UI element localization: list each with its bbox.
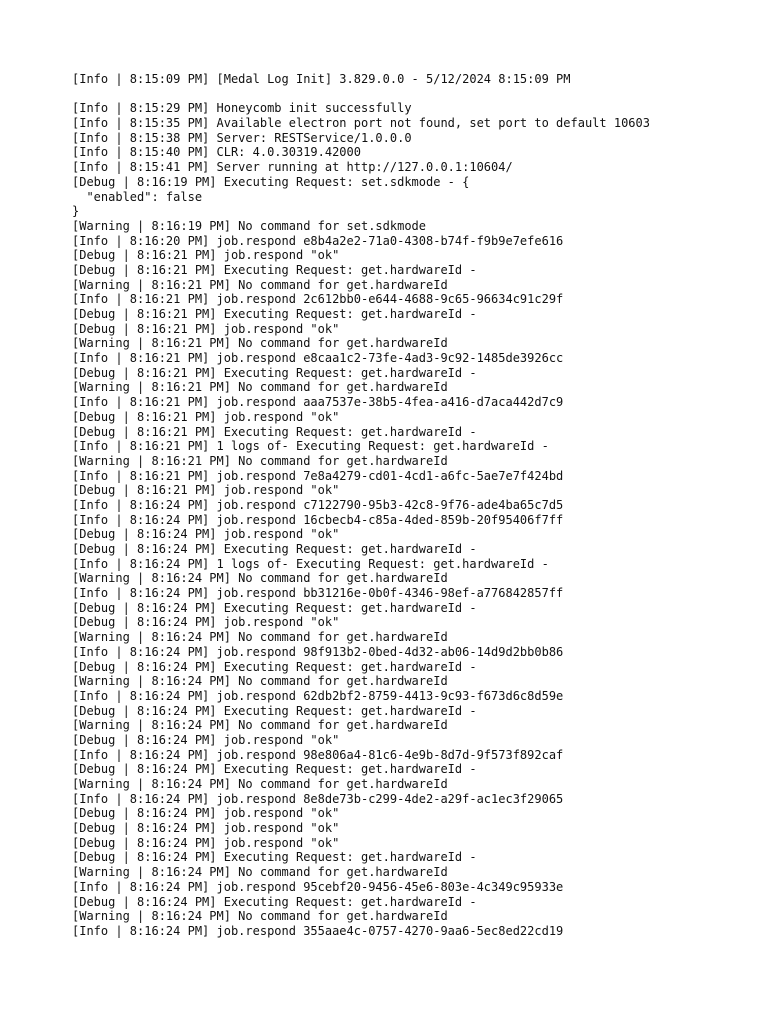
log-line: [Info | 8:15:40 PM] CLR: 4.0.30319.42000 [72,145,361,160]
log-line: [Warning | 8:16:21 PM] No command for get.hardwareId [72,336,448,351]
blank-line [72,87,752,102]
log-line: [Info | 8:16:24 PM] job.respond bb31216e-0b0f-4346-98ef-a776842857ff [72,586,564,601]
log-line: [Debug | 8:16:21 PM] Executing Request: get.hardwareId - [72,424,477,439]
log-line: } [72,204,80,219]
log-line: [Info | 8:16:24 PM] job.respond c7122790-95b3-42c8-9f76-ade4ba65c7d5 [72,497,564,512]
log-line: [Debug | 8:16:24 PM] job.respond "ok" [72,821,340,836]
log-line: [Debug | 8:16:24 PM] Executing Request: get.hardwareId - [72,762,477,777]
log-line: [Info | 8:16:21 PM] job.respond e8caa1c2-73fe-4ad3-9c92-1485de3926cc [72,351,564,366]
log-line: [Info | 8:16:24 PM] job.respond 62db2bf2-8759-4413-9c93-f673d6c8d59e [72,688,564,703]
log-line: [Info | 8:16:24 PM] job.respond 95cebf20-9456-45e6-803e-4c349c95933e [72,879,564,894]
log-line: [Debug | 8:16:24 PM] Executing Request: get.hardwareId - [72,659,477,674]
log-line: "enabled": false [72,189,203,204]
log-line: [Debug | 8:16:19 PM] Executing Request: set.sdkmode - { [72,174,470,189]
log-line: [Info | 8:16:24 PM] job.respond 98f913b2-0bed-4d32-ab06-14d9d2bb0b86 [72,644,564,659]
log-line: [Debug | 8:16:24 PM] Executing Request: get.hardwareId - [72,600,477,615]
log-line: [Debug | 8:16:21 PM] job.respond "ok" [72,409,340,424]
log-document [72,72,752,939]
log-line: [Warning | 8:16:24 PM] No command for get.hardwareId [72,718,448,733]
log-line: [Info | 8:16:21 PM] job.respond aaa7537e-38b5-4fea-a416-d7aca442d7c9 [72,395,564,410]
log-line: [Info | 8:16:24 PM] job.respond 355aae4c-0757-4270-9aa6-5ec8ed22cd19 [72,923,564,938]
log-line: [Info | 8:16:24 PM] job.respond 8e8de73b-c299-4de2-a29f-ac1ec3f29065 [72,791,564,806]
log-line: [Debug | 8:16:24 PM] job.respond "ok" [72,615,340,630]
log-line: [Info | 8:16:20 PM] job.respond e8b4a2e2-71a0-4308-b74f-f9b9e7efe616 [72,233,564,248]
log-line: [Info | 8:16:24 PM] job.respond 98e806a4-81c6-4e9b-8d7d-9f573f892caf [72,747,564,762]
log-line: [Debug | 8:16:24 PM] job.respond "ok" [72,806,340,821]
log-line: [Debug | 8:16:24 PM] Executing Request: get.hardwareId - [72,850,477,865]
log-line: [Debug | 8:16:24 PM] job.respond "ok" [72,732,340,747]
log-line: [Info | 8:16:24 PM] job.respond 16cbecb4-c85a-4ded-859b-20f95406f7ff [72,512,564,527]
log-line: [Info | 8:16:21 PM] job.respond 2c612bb0-e644-4688-9c65-96634c91c29f [72,292,564,307]
log-line: [Info | 8:16:21 PM] 1 logs of- Executing Request: get.hardwareId - [72,439,549,454]
log-line: [Debug | 8:16:24 PM] Executing Request: get.hardwareId - [72,894,477,909]
log-line: [Debug | 8:16:24 PM] job.respond "ok" [72,527,340,542]
log-line: [Debug | 8:16:24 PM] job.respond "ok" [72,835,340,850]
log-line: [Warning | 8:16:24 PM] No command for get.hardwareId [72,777,448,791]
log-line: [Info | 8:15:35 PM] Available electron port not found, set port to default 10603 [72,116,650,131]
log-line: [Info | 8:15:41 PM] Server running at http://127.0.0.1:10604/ [72,160,513,175]
log-line: [Debug | 8:16:21 PM] job.respond "ok" [72,483,340,498]
log-line: [Warning | 8:16:21 PM] No command for get.hardwareId [72,380,448,395]
log-line: [Debug | 8:16:21 PM] job.respond "ok" [72,248,340,263]
log-line: [Warning | 8:16:24 PM] No command for get.hardwareId [72,571,448,586]
log-line: [Debug | 8:16:21 PM] job.respond "ok" [72,321,340,336]
log-line: [Info | 8:15:29 PM] Honeycomb init successfully [72,101,412,116]
log-init-line: [Info | 8:15:09 PM] [Medal Log Init] 3.829.0.0 - 5/12/2024 8:15:09 PM [72,72,571,86]
log-line: [Warning | 8:16:24 PM] No command for get.hardwareId [72,865,448,880]
log-line: [Info | 8:16:24 PM] 1 logs of- Executing Request: get.hardwareId - [72,556,549,571]
log-line: [Debug | 8:16:21 PM] Executing Request: get.hardwareId - [72,365,477,380]
log-line: [Debug | 8:16:24 PM] Executing Request: get.hardwareId - [72,542,477,556]
log-line: [Warning | 8:16:21 PM] No command for get.hardwareId [72,277,448,292]
log-line: [Warning | 8:16:24 PM] No command for get.hardwareId [72,909,448,924]
log-line: [Info | 8:16:21 PM] job.respond 7e8a4279-cd01-4cd1-a6fc-5ae7e7f424bd [72,468,564,483]
log-line: [Debug | 8:16:24 PM] Executing Request: get.hardwareId - [72,703,477,718]
log-line: [Info | 8:15:38 PM] Server: RESTService/1.0.0.0 [72,130,412,145]
log-line: [Debug | 8:16:21 PM] Executing Request: get.hardwareId - [72,307,477,321]
log-line: [Debug | 8:16:21 PM] Executing Request: get.hardwareId - [72,262,477,277]
log-line: [Warning | 8:16:21 PM] No command for get.hardwareId [72,453,448,468]
log-line: [Warning | 8:16:24 PM] No command for get.hardwareId [72,630,448,645]
log-lines [72,101,752,938]
log-line: [Warning | 8:16:19 PM] No command for set.sdkmode [72,218,427,233]
log-line: [Warning | 8:16:24 PM] No command for get.hardwareId [72,674,448,689]
